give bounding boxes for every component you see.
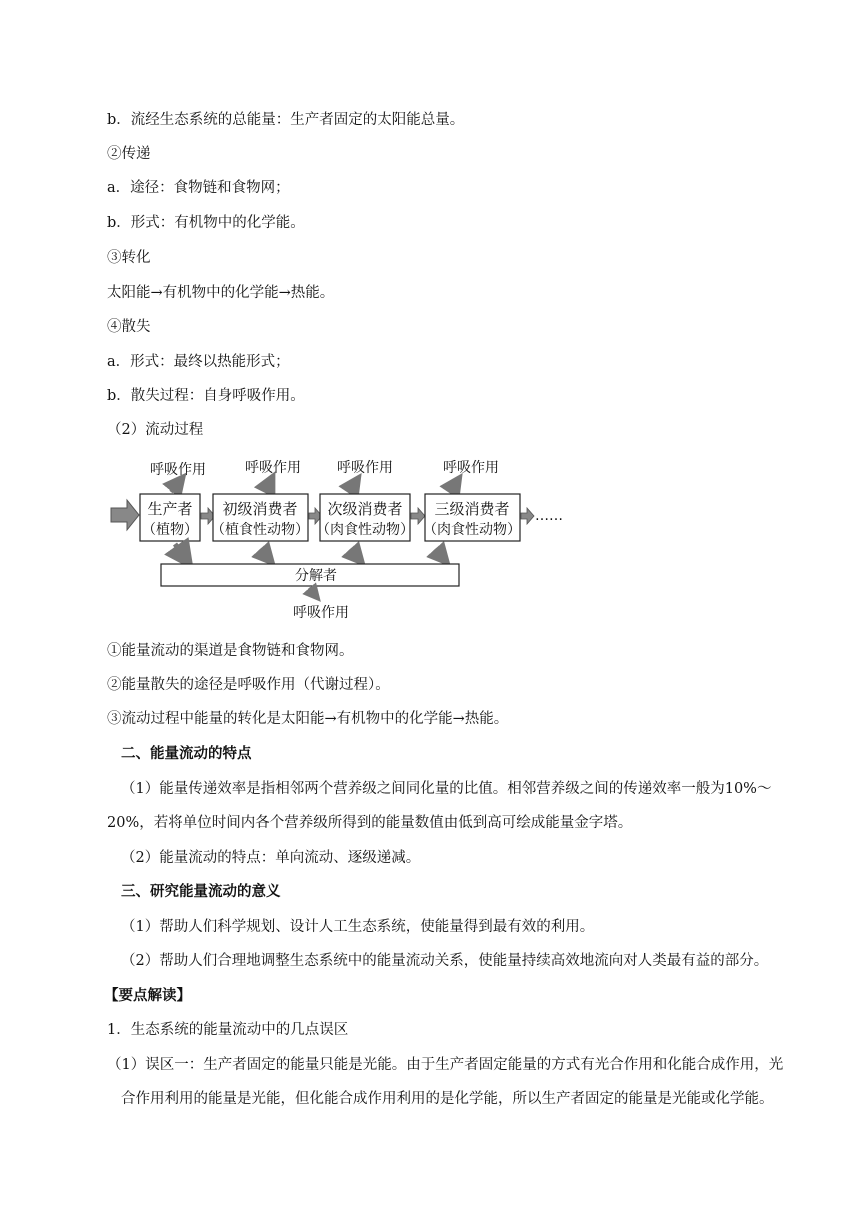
text-line: b．形式：有机物中的化学能。 (107, 215, 305, 231)
paragraph-line: （1）误区一：生产者固定的能量只能是光能。由于生产者固定能量的方式有光合作用和化能合成作用，光 (107, 1057, 784, 1073)
up-arrow-icon (171, 482, 179, 492)
up-arrow-icon (349, 483, 355, 492)
respiration-label: 呼吸作用 (150, 462, 206, 478)
respiration-label: 呼吸作用 (337, 460, 393, 476)
text-line: （2）流动过程 (107, 422, 204, 438)
up-arrow-icon (265, 482, 270, 492)
flow-arrow-icon (521, 508, 534, 524)
note-line: ①能量流动的渠道是食物链和食物网。 (107, 643, 354, 659)
text-line: a．途径：食物链和食物网； (107, 180, 290, 196)
paragraph-line: （2）帮助人们合理地调整生态系统中的能量流动关系，使能量持续高效地流向对人类最有益的部分。 (121, 953, 769, 969)
decomposer-label: 分解者 (295, 568, 337, 584)
primary-consumer-label: 初级消费者 (222, 500, 298, 518)
text-line: ④散失 (107, 319, 151, 335)
down-arrow-icon (309, 588, 315, 595)
text-line: ②传递 (107, 146, 151, 162)
text-line: ③转化 (107, 250, 151, 266)
respiration-label: 呼吸作用 (443, 460, 499, 476)
secondary-consumer-label: 次级消费者 (327, 500, 403, 518)
list-item: 1．生态系统的能量流动中的几点误区 (107, 1022, 349, 1038)
up-arrow-icon (450, 483, 456, 492)
respiration-label: 呼吸作用 (245, 460, 301, 476)
note-line: ②能量散失的途径是呼吸作用（代谢过程）。 (107, 677, 390, 693)
producer-sublabel: （植物） (142, 522, 198, 538)
down-arrow-icon (260, 549, 268, 558)
section-heading: 二、能量流动的特点 (121, 746, 252, 762)
secondary-consumer-sublabel: （肉食性动物） (316, 522, 414, 538)
respiration-label: 呼吸作用 (293, 605, 349, 621)
section-heading: 三、研究能量流动的意义 (121, 884, 281, 900)
text-line: a．形式：最终以热能形式； (107, 354, 290, 370)
text-line: b．流经生态系统的总能量：生产者固定的太阳能总量。 (107, 112, 465, 128)
sun-input-arrow-icon (111, 500, 139, 530)
producer-label: 生产者 (147, 500, 193, 518)
text-line: 太阳能→有机物中的化学能→热能。 (107, 285, 335, 301)
down-arrow-icon (350, 549, 358, 558)
key-points-heading: 【要点解读】 (104, 988, 191, 1004)
down-arrow-icon (435, 549, 443, 558)
tertiary-consumer-sublabel: （肉食性动物） (423, 522, 521, 538)
down-arrow-icon (175, 544, 185, 558)
energy-flow-diagram (105, 452, 565, 627)
paragraph-line: 合作用利用的能量是光能，但化能合成作用利用的是化学能，所以生产者固定的能量是光能或化学能。 (121, 1091, 774, 1107)
paragraph-line: （1）能量传递效率是指相邻两个营养级之间同化量的比值。相邻营养级之间的传递效率一般为10%～ (121, 781, 772, 797)
text-line: b．散失过程：自身呼吸作用。 (107, 388, 305, 404)
paragraph-line: 20%，若将单位时间内各个营养级所得到的能量数值由低到高可绘成能量金字塔。 (107, 815, 633, 831)
primary-consumer-sublabel: （植食性动物） (211, 522, 309, 538)
ellipsis: …… (535, 508, 563, 524)
paragraph-line: （2）能量流动的特点：单向流动、逐级递减。 (121, 850, 421, 866)
tertiary-consumer-label: 三级消费者 (434, 500, 510, 518)
note-line: ③流动过程中能量的转化是太阳能→有机物中的化学能→热能。 (107, 711, 509, 727)
paragraph-line: （1）帮助人们科学规划、设计人工生态系统，使能量得到最有效的利用。 (121, 919, 595, 935)
